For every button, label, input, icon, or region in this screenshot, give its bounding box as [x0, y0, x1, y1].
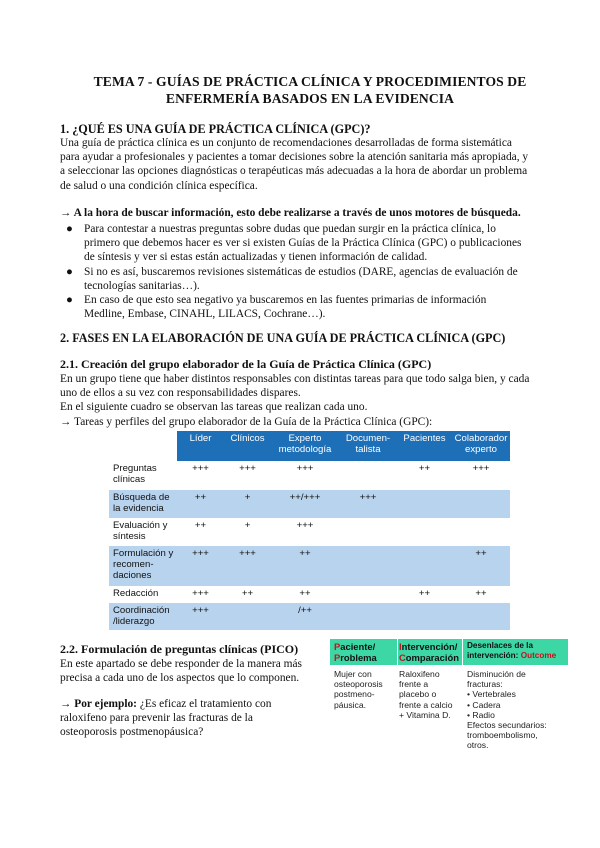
- bullet-icon: ●: [66, 294, 73, 307]
- section-1-paragraph: [60, 136, 560, 193]
- table-cell: +++: [452, 461, 510, 490]
- paragraph-line: raloxifeno para prevenir las fracturas de la: [60, 712, 253, 725]
- list-item-line: primero que debemos hacer es ver si existen Guías de la Práctica Clínica (GPC) o publicaciones: [84, 237, 522, 250]
- document-title: [40, 73, 580, 107]
- table-cell: +++: [177, 603, 224, 630]
- table-cell: [339, 461, 397, 490]
- table-cell: +++: [177, 586, 224, 603]
- table-row: [109, 586, 510, 603]
- pico-header-text: omparación: [405, 652, 459, 663]
- pico-line: postmeno-: [334, 689, 375, 700]
- table-row-label: Preguntas clínicas: [109, 461, 177, 490]
- table-row-label: Coordinación /liderazgo: [109, 603, 177, 630]
- table-cell: [339, 586, 397, 603]
- paragraph-line: uno de ellos a su vez con responsabilidades dispares.: [60, 387, 301, 400]
- pico-letter: I: [399, 641, 402, 652]
- table-cell: +++: [177, 461, 224, 490]
- list-item-line: tecnologías sanitarias…).: [84, 279, 200, 292]
- pico-letter: O: [520, 651, 528, 660]
- pico-line: otros.: [467, 740, 489, 751]
- table-row-label: Redacción: [109, 586, 177, 603]
- table-cell: ++: [271, 586, 339, 603]
- table-cell: ++: [452, 546, 510, 586]
- pico-line: + Vitamina D.: [399, 709, 451, 720]
- pico-col-patient: [334, 669, 383, 710]
- table-row: [109, 518, 510, 546]
- table-cell: ++: [397, 586, 452, 603]
- tasks-table: [109, 431, 510, 630]
- table-cell: +: [224, 518, 271, 546]
- pico-col-intervention: [399, 669, 453, 720]
- list-item: [62, 265, 562, 293]
- paragraph-line: → Tareas y perfiles del grupo elaborador de la Guía de la Práctica Clínica (GPC):: [60, 415, 433, 428]
- section-1-heading: 1. ¿QUÉ ES UNA GUÍA DE PRÁCTICA CLÍNICA (GPC)?: [60, 122, 371, 136]
- paragraph-line: En este apartado se debe responder de la manera más: [60, 658, 302, 670]
- table-cell: ++: [271, 546, 339, 586]
- paragraph-line: a seleccionar las opciones diagnósticas o terapéuticas más adecuadas a la hora de abordar un problema: [60, 165, 528, 178]
- paragraph-line: precisa a cada uno de los aspectos que lo componen.: [60, 672, 300, 685]
- pico-line: frente a calcio: [399, 699, 453, 710]
- pico-line: Efectos secundarios:: [467, 720, 547, 731]
- pico-line: • Vertebrales: [467, 689, 516, 700]
- table-cell: [397, 490, 452, 518]
- table-cell: [224, 603, 271, 630]
- bullet-icon: ●: [66, 265, 73, 278]
- table-cell: +++: [224, 546, 271, 586]
- table-row-label: Evaluación y síntesis: [109, 518, 177, 546]
- table-header: Clínicos: [224, 431, 271, 461]
- table-cell: [452, 490, 510, 518]
- paragraph-line: para ayudar a profesionales y pacientes a tomar decisiones sobre la atención sanitaria más apropiada, y: [60, 151, 529, 164]
- example-paragraph: [60, 697, 330, 740]
- pico-header-intervention: [399, 641, 459, 663]
- pico-header-text: ntervención/: [401, 641, 458, 652]
- section-2-1-paragraph: [60, 372, 560, 429]
- bullet-icon: ●: [66, 223, 73, 235]
- pico-letter: P: [334, 641, 341, 652]
- table-cell: +++: [339, 490, 397, 518]
- paragraph-line: En el siguiente cuadro se observan las tareas que realizan cada uno.: [60, 401, 368, 414]
- pico-line: Raloxifeno: [399, 669, 440, 679]
- paragraph-line: En un grupo tiene que haber distintos responsables con distintas tareas para que todo salga bien, y cada: [60, 373, 530, 385]
- list-item: [62, 222, 562, 265]
- paragraph-line: osteoporosis postmenopáusica?: [60, 726, 204, 739]
- pico-divider: [397, 639, 398, 665]
- pico-line: tromboembolismo,: [467, 730, 538, 741]
- table-cell: ++: [452, 586, 510, 603]
- paragraph-line: [60, 697, 330, 711]
- table-cell: [339, 518, 397, 546]
- pico-line: • Radio: [467, 709, 495, 720]
- pico-line: placebo o: [399, 689, 437, 700]
- pico-line: fracturas:: [467, 679, 503, 690]
- pico-line: páusica.: [334, 699, 367, 710]
- search-steps-list: [62, 222, 562, 321]
- table-cell: [397, 603, 452, 630]
- table-cell: ++: [177, 490, 224, 518]
- table-cell: ++: [397, 461, 452, 490]
- paragraph-line: de salud o una condición clínica específica.: [60, 179, 258, 192]
- example-text: ¿Es eficaz el tratamiento con: [136, 698, 272, 710]
- list-item-line: Medline, Embase, CINAHL, LILACS, Cochrane…).: [84, 308, 326, 321]
- table-header: Colaborador experto: [452, 431, 510, 461]
- title-line-2: ENFERMERÍA BASADOS EN LA EVIDENCIA: [165, 91, 455, 106]
- pico-divider: [462, 639, 463, 665]
- table-header: Documen-talista: [339, 431, 397, 461]
- paragraph-line: Una guía de práctica clínica es un conjunto de recomendaciones desarrolladas de forma sistemática: [60, 137, 512, 149]
- section-2-1-heading: 2.1. Creación del grupo elaborador de la Guía de Práctica Clínica (GPC): [60, 357, 432, 371]
- list-item-line: En caso de que esto sea negativo ya buscaremos en las fuentes primarias de información: [84, 294, 487, 307]
- table-row: [109, 546, 510, 586]
- table-row: [109, 490, 510, 518]
- table-cell: [452, 518, 510, 546]
- table-cell: /++: [271, 603, 339, 630]
- search-engines-text: A la hora de buscar información, esto debe realizarse a través de unos motores de búsqueda.: [73, 207, 521, 219]
- pico-line: frente a: [399, 679, 429, 690]
- table-cell: +++: [177, 546, 224, 586]
- table-row: [109, 603, 510, 630]
- pico-header-patient: [334, 641, 377, 663]
- section-2-heading: 2. FASES EN LA ELABORACIÓN DE UNA GUÍA DE PRÁCTICA CLÍNICA (GPC): [60, 331, 506, 345]
- list-item-line: Para contestar a nuestras preguntas sobre dudas que puedan surgir en la práctica clínica, lo: [84, 223, 496, 235]
- pico-letter: P: [334, 652, 341, 663]
- arrow-icon: →: [60, 207, 72, 219]
- pico-line: • Cadera: [467, 699, 501, 710]
- pico-letter: C: [399, 652, 406, 663]
- pico-line: Disminución de: [467, 669, 526, 679]
- table-row: [109, 461, 510, 490]
- table-row-label: Formulación y recomen-daciones: [109, 546, 177, 586]
- table-cell: ++/+++: [271, 490, 339, 518]
- table-cell: +++: [271, 461, 339, 490]
- search-engines-note: [60, 207, 521, 219]
- table-header: Líder: [177, 431, 224, 461]
- pico-line: osteoporosis: [334, 679, 383, 690]
- table-cell: [339, 546, 397, 586]
- section-2-2-paragraph: [60, 657, 330, 685]
- list-item-line: de síntesis y ver si estas están actualizadas y tienen información de calidad.: [84, 251, 428, 264]
- table-cell: ++: [177, 518, 224, 546]
- list-item-line: Si no es así, buscaremos revisiones sistemáticas de estudios (DARE, agencias de evaluación de: [84, 265, 518, 278]
- table-cell: [397, 518, 452, 546]
- pico-header-text: utcome: [527, 651, 557, 660]
- pico-table: [330, 639, 568, 757]
- title-line-1: TEMA 7 - GUÍAS DE PRÁCTICA CLÍNICA Y PROCEDIMIENTOS DE: [93, 74, 527, 89]
- table-header-empty: [109, 431, 177, 461]
- table-header: Experto metodología: [271, 431, 339, 461]
- section-2-2-heading: 2.2. Formulación de preguntas clínicas (PICO): [60, 642, 299, 656]
- table-header-row: [109, 431, 510, 461]
- pico-header-text: intervención:: [467, 651, 521, 660]
- table-cell: [339, 603, 397, 630]
- table-cell: [397, 546, 452, 586]
- table-cell: +: [224, 490, 271, 518]
- pico-header-text: aciente/: [340, 641, 376, 652]
- table-cell: ++: [224, 586, 271, 603]
- table-cell: +++: [224, 461, 271, 490]
- table-cell: [452, 603, 510, 630]
- pico-header-text: roblema: [340, 652, 377, 663]
- list-item: [62, 293, 562, 321]
- pico-header-outcome: [467, 641, 556, 661]
- pico-header-text: Desenlaces de la: [467, 641, 533, 650]
- table-cell: +++: [271, 518, 339, 546]
- table-header: Pacientes: [397, 431, 452, 461]
- pico-line: Mujer con: [334, 669, 372, 679]
- example-label: → Por ejemplo:: [60, 698, 137, 710]
- table-row-label: Búsqueda de la evidencia: [109, 490, 177, 518]
- pico-col-outcome: [467, 669, 547, 751]
